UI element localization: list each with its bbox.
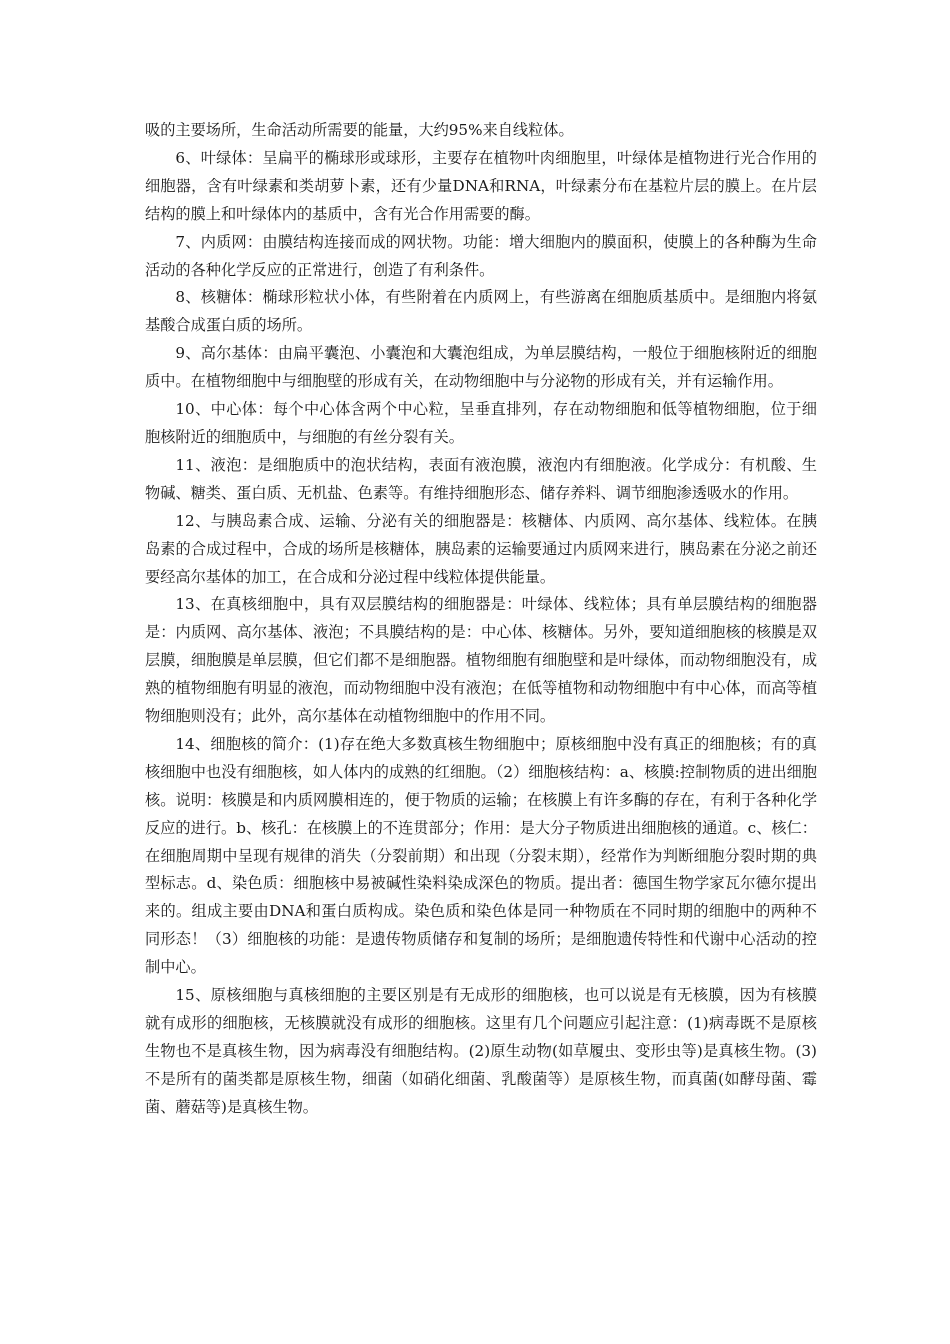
paragraph-insulin: 12、与胰岛素合成、运输、分泌有关的细胞器是：核糖体、内质网、高尔基体、线粒体。在胰岛素的合成过程中，合成的场所是核糖体，胰岛素的运输要通过内质网来进行，胰岛素在分泌之前还要经高尔基体的加工，在合成和分泌过程中线粒体提供能量。 [145,511,817,586]
paragraph-continuation: 吸的主要场所，生命活动所需要的能量，大约95%来自线粒体。 [145,121,574,139]
paragraph-vacuole: 11、液泡：是细胞质中的泡状结构，表面有液泡膜，液泡内有细胞液。化学成分：有机酸、生物碱、糖类、蛋白质、无机盐、色素等。有维持细胞形态、储存养料、调节细胞渗透吸水的作用。 [145,455,817,502]
paragraph-golgi: 9、高尔基体：由扁平囊泡、小囊泡和大囊泡组成，为单层膜结构，一般位于细胞核附近的细胞质中。在植物细胞中与细胞壁的形成有关，在动物细胞中与分泌物的形成有关，并有运输作用。 [145,344,817,391]
paragraph-endoplasmic-reticulum: 7、内质网：由膜结构连接而成的网状物。功能：增大细胞内的膜面积，使膜上的各种酶为生命活动的各种化学反应的正常进行，创造了有利条件。 [145,232,817,279]
paragraph-ribosome: 8、核糖体：椭球形粒状小体，有些附着在内质网上，有些游离在细胞质基质中。是细胞内将氨基酸合成蛋白质的场所。 [145,288,817,335]
paragraph-nucleus: 14、细胞核的简介：(1)存在绝大多数真核生物细胞中；原核细胞中没有真正的细胞核；有的真核细胞中也没有细胞核，如人体内的成熟的红细胞。（2）细胞核结构：a、核膜:控制物质的进出细胞核。说明：核膜是和内质网膜相连的，便于物质的运输；在核膜上有许多酶的存在，有利于各种化学反应的进行。b、核孔：在核膜上的不连贯部分；作用：是大分子物质进出细胞核的通道。c、核仁：在细胞周期中呈现有规律的消失（分裂前期）和出现（分裂末期），经常作为判断细胞分裂时期的典型标志。d、染色质：细胞核中易被碱性染料染成深色的物质。提出者：德国生物学家瓦尔德尔提出来的。组成主要由DNA和蛋白质构成。染色质和染色体是同一种物质在不同时期的细胞中的两种不同形态！（3）细胞核的功能：是遗传物质储存和复制的场所；是细胞遗传特性和代谢中心活动的控制中心。 [145,734,817,977]
paragraph-chloroplast: 6、叶绿体：呈扁平的椭球形或球形，主要存在植物叶肉细胞里，叶绿体是植物进行光合作用的细胞器，含有叶绿素和类胡萝卜素，还有少量DNA和RNA，叶绿素分布在基粒片层的膜上。在片层结构的膜上和叶绿体内的基质中，含有光合作用需要的酶。 [145,148,817,223]
paragraph-prokaryote-eukaryote: 15、原核细胞与真核细胞的主要区别是有无成形的细胞核，也可以说是有无核膜，因为有核膜就有成形的细胞核，无核膜就没有成形的细胞核。这里有几个问题应引起注意：(1)病毒既不是原核生物也不是真核生物，因为病毒没有细胞结构。(2)原生动物(如草履虫、变形虫等)是真核生物。(3)不是所有的菌类都是原核生物，细菌（如硝化细菌、乳酸菌等）是原核生物，而真菌(如酵母菌、霉菌、蘑菇等)是真核生物。 [145,986,817,1116]
paragraph-centrosome: 10、中心体：每个中心体含两个中心粒，呈垂直排列，存在动物细胞和低等植物细胞，位于细胞核附近的细胞质中，与细胞的有丝分裂有关。 [145,400,817,446]
paragraph-membrane-structures: 13、在真核细胞中，具有双层膜结构的细胞器是：叶绿体、线粒体；具有单层膜结构的细胞器是：内质网、高尔基体、液泡；不具膜结构的是：中心体、核糖体。另外，要知道细胞核的核膜是双层膜，细胞膜是单层膜，但它们都不是细胞器。植物细胞有细胞壁和是叶绿体，而动物细胞没有，成熟的植物细胞有明显的液泡，而动物细胞中没有液泡；在低等植物和动物细胞中有中心体，而高等植物细胞则没有；此外，高尔基体在动植物细胞中的作用不同。 [145,595,817,726]
document-body [145,117,817,1122]
